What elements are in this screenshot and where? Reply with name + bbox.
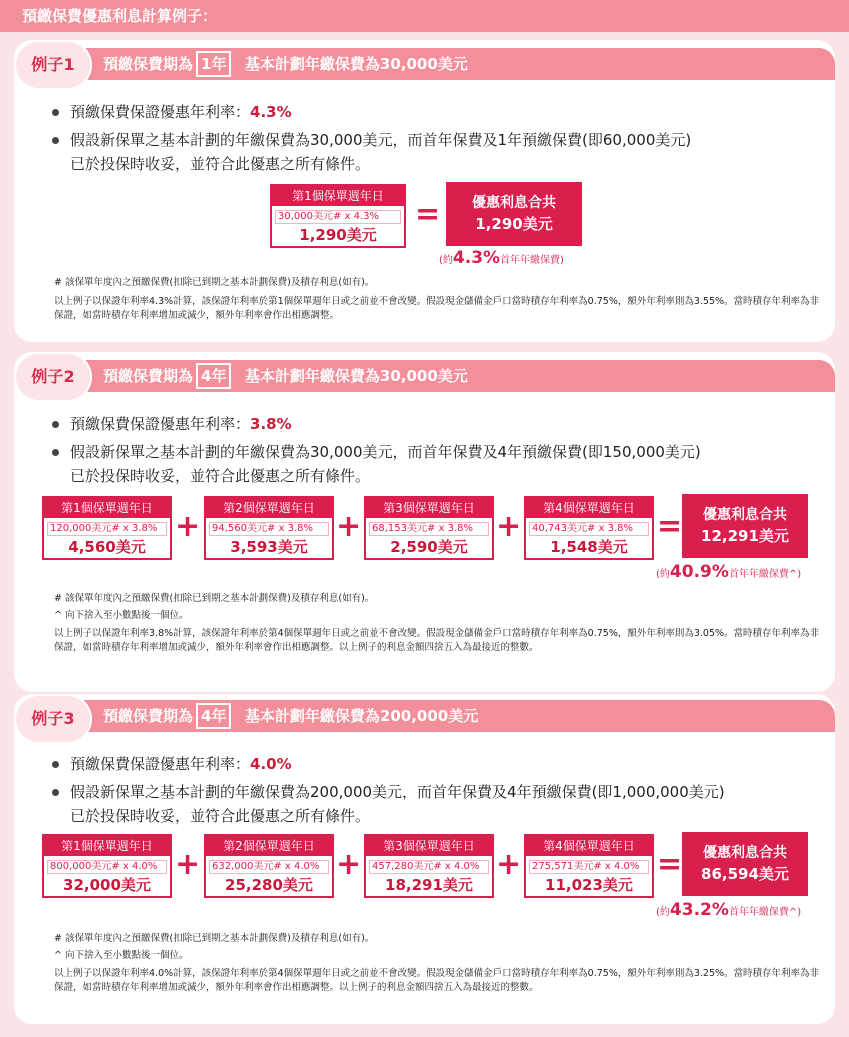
equals-sign: = <box>415 197 441 232</box>
example-card <box>14 352 835 692</box>
anniversary-box: 第1個保單週年日 120,000美元# x 3.8% 4,560美元 <box>42 496 172 560</box>
footnote: 以上例子以保證年利率3.8%計算，該保證年利率於第4個保單週年日或之前並不會改變。假設現金儲備金戶口當時積存年利率為0.75%，額外年利率則為3.05%。當時積存年利率為非保證，如當時積存年利率增加或減少，額外年利率會作出相應調整。以上例子的利息金額四捨五入為最接近的整數。 <box>54 628 820 653</box>
anniversary-box: 第4個保單週年日 275,571美元# x 4.0% 11,023美元 <box>524 834 654 898</box>
plus-sign: + <box>496 847 522 882</box>
total-interest-box: 優惠利息合共 12,291美元 <box>682 494 808 558</box>
plus-sign: + <box>496 509 522 544</box>
anniversary-box: 第1個保單週年日 30,000美元# x 4.3% 1,290美元 <box>270 184 406 248</box>
page-title: 預繳保費優惠利息計算例子： <box>0 0 849 32</box>
anniversary-box: 第3個保單週年日 457,280美元# x 4.0% 18,291美元 <box>364 834 494 898</box>
example-card <box>14 40 835 342</box>
footnote: # 該保單年度內之預繳保費(扣除已到期之基本計劃保費)及積存利息(如有)。 <box>54 933 375 944</box>
plus-sign: + <box>175 509 201 544</box>
anniversary-box: 第2個保單週年日 632,000美元# x 4.0% 25,280美元 <box>204 834 334 898</box>
rate-value: 4.0% <box>250 755 292 773</box>
footnote: ^ 向下捨入至小數點後一個位。 <box>54 610 189 621</box>
footnote: # 該保單年度內之預繳保費(扣除已到期之基本計劃保費)及積存利息(如有)。 <box>54 593 375 604</box>
rate-value: 4.3% <box>250 103 292 121</box>
footnote: # 該保單年度內之預繳保費(扣除已到期之基本計劃保費)及積存利息(如有)。 <box>54 277 375 288</box>
assumption-bullet: 假設新保單之基本計劃的年繳保費為200,000美元，而首年保費及4年預繳保費(即1,000,000美元) 已於投保時收妥，並符合此優惠之所有條件。 <box>52 780 725 828</box>
total-interest-box: 優惠利息合共 86,594美元 <box>682 832 808 896</box>
rate-bullet: 預繳保費保證優惠年利率：4.0% <box>52 752 292 776</box>
assumption-bullet: 假設新保單之基本計劃的年繳保費為30,000美元，而首年保費及4年預繳保費(即150,000美元) 已於投保時收妥，並符合此優惠之所有條件。 <box>52 440 701 488</box>
example-title-pre: 預繳保費期為 <box>103 55 194 73</box>
anniversary-box: 第4個保單週年日 40,743美元# x 3.8% 1,548美元 <box>524 496 654 560</box>
plus-sign: + <box>336 847 362 882</box>
years-box: 1年 <box>196 51 231 77</box>
example-card <box>14 694 835 1024</box>
example-header <box>30 48 835 80</box>
years-box: 4年 <box>196 703 231 729</box>
footnote: ^ 向下捨入至小數點後一個位。 <box>54 950 189 961</box>
anniversary-box: 第2個保單週年日 94,560美元# x 3.8% 3,593美元 <box>204 496 334 560</box>
example-header: 預繳保費期為 4年 基本計劃年繳保費為200,000美元 <box>30 700 835 732</box>
rate-value: 3.8% <box>250 415 292 433</box>
example-badge: 例子3 <box>14 694 92 744</box>
total-interest-box: 優惠利息合共 1,290美元 <box>446 182 582 246</box>
example-header: 預繳保費期為 4年 基本計劃年繳保費為30,000美元 <box>30 360 835 392</box>
assumption-bullet: 假設新保單之基本計劃的年繳保費為30,000美元，而首年保費及1年預繳保費(即60,000美元) 已於投保時收妥，並符合此優惠之所有條件。 <box>52 128 691 176</box>
percentage-note: (約43.2%首年年繳保費^) <box>656 900 802 920</box>
plus-sign: + <box>175 847 201 882</box>
rate-bullet: 預繳保費保證優惠年利率：3.8% <box>52 412 292 436</box>
plus-sign: + <box>336 509 362 544</box>
footnote: 以上例子以保證年利率4.3%計算，該保證年利率於第1個保單週年日或之前並不會改變。假設現金儲備金戶口當時積存年利率為0.75%，額外年利率則為3.55%。當時積存年利率為非保證，如當時積存年利率增加或減少，額外年利率會作出相應調整。 <box>54 296 820 321</box>
example-badge: 例子1 <box>14 40 92 90</box>
rate-bullet: 預繳保費保證優惠年利率：4.3% <box>52 100 292 124</box>
anniversary-box: 第1個保單週年日 800,000美元# x 4.0% 32,000美元 <box>42 834 172 898</box>
percentage-note: (約4.3%首年年繳保費) <box>439 248 564 268</box>
percentage-note: (約40.9%首年年繳保費^) <box>656 562 802 582</box>
anniversary-box: 第3個保單週年日 68,153美元# x 3.8% 2,590美元 <box>364 496 494 560</box>
example-badge: 例子2 <box>14 352 92 402</box>
years-box: 4年 <box>196 363 231 389</box>
footnote: 以上例子以保證年利率4.0%計算，該保證年利率於第4個保單週年日或之前並不會改變。假設現金儲備金戶口當時積存年利率為0.75%，額外年利率則為3.25%。當時積存年利率為非保證，如當時積存年利率增加或減少，額外年利率會作出相應調整。以上例子的利息金額四捨五入為最接近的整數。 <box>54 968 820 993</box>
equals-sign: = <box>657 847 683 882</box>
equals-sign: = <box>657 509 683 544</box>
example-title-post: 基本計劃年繳保費為30,000美元 <box>244 55 468 73</box>
